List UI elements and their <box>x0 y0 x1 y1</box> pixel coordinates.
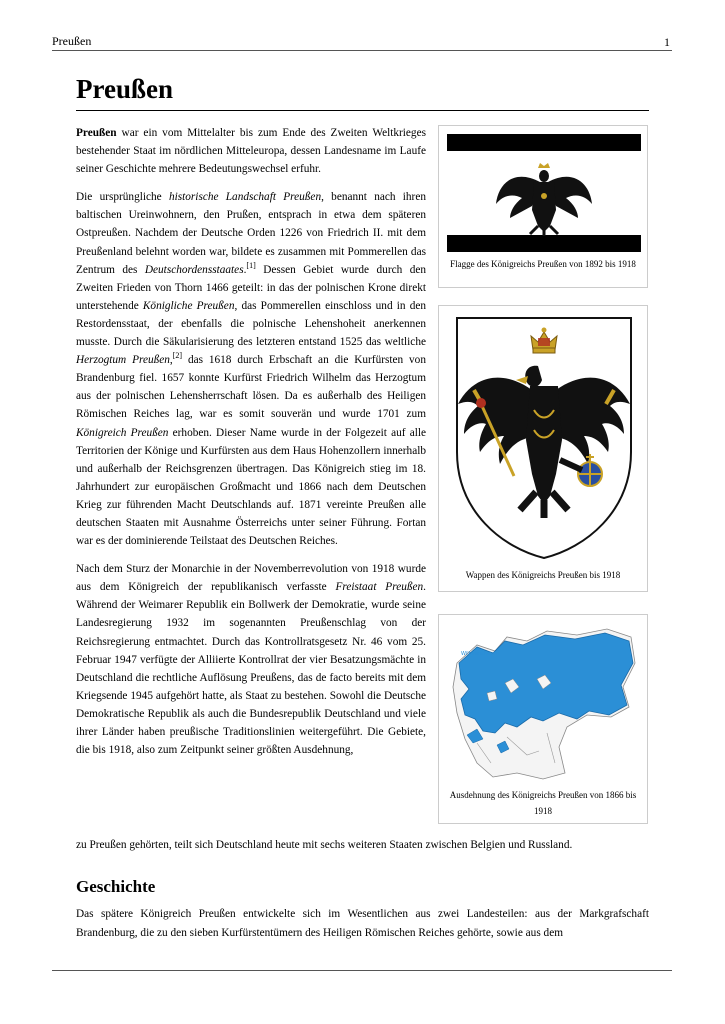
p2-text: Dessen Gebiet wurde durch den Zweiten Frieden von Thorn 1466 geteilt: in das der polnischen Krone direkt unterstehende <box>76 263 426 312</box>
p2-link-koenigliches-preussen[interactable]: Königliche Preußen <box>142 299 235 312</box>
header-rule <box>52 50 672 51</box>
p2-text: . <box>243 263 247 276</box>
footer-rule <box>52 970 672 971</box>
prussian-flag-image <box>447 134 641 252</box>
page-number: 1 <box>664 35 670 49</box>
section-title-geschichte: Geschichte <box>76 877 156 896</box>
p3-text: Nach dem Sturz der Monarchie in der Novemberrevolution von 1918 wurde aus dem Königreich der republikanisch verfasste <box>76 563 426 594</box>
map-caption: Ausdehnung des Königreichs Preußen von 1866 bis 1918 <box>449 790 637 816</box>
p3-link-freistaat-preussen[interactable]: Freistaat Preußen <box>335 581 424 594</box>
flag-figure[interactable] <box>438 125 648 288</box>
weimar-paragraph-continuation: zu Preußen gehörten, teilt sich Deutschland heute mit sechs weiteren Staaten zwischen Belgien und Russland. <box>76 839 573 851</box>
main-text-column <box>76 124 426 769</box>
p2-link-historische-landschaft[interactable]: historische Landschaft Preußen <box>168 191 322 204</box>
coat-caption: Wappen des Königreichs Preußen bis 1918 <box>465 570 621 580</box>
coat-of-arms-image <box>445 312 643 560</box>
weimar-paragraph <box>76 560 426 759</box>
article-title: Preußen <box>76 74 174 104</box>
history-paragraph <box>76 188 426 550</box>
map-figure[interactable] <box>438 614 648 824</box>
title-rule <box>76 110 649 111</box>
p2-text: , das Pommerellen einschloss und in den Restordensstaat, der ebenfalls die polnische Lehenshoheit anerkennen musste. Durch die Säkularisierung des letzteren entstand 1525 das weltliche <box>76 299 427 349</box>
coat-of-arms-figure[interactable] <box>438 305 648 592</box>
intro-paragraph <box>76 124 426 178</box>
p2-text: das 1618 durch Erbschaft an die Kurfürsten von Brandenburg fiel. 1657 konnte Kurfürst Friedrich Wilhelm das Herzogtum aus der polnischen Lehensherrschaft lösen. Da es außerhalb des Heiligen Römischen Reiches lag, war es somit souverän und wurde 1701 zum <box>76 354 426 421</box>
p2-text: erhoben. Dieser Name wurde in der Folgezeit auf alle Territorien der Könige und Kurfürsten aus dem Haus Hohenzollern innerhalb und außerhalb der Reichsgrenzen übertragen. Das Königreich stieg im 18. Jahrhundert zur europäischen Großmacht und 1866 nach dem Deutschen Krieg zur führenden Macht Deutschlands auf. 1871 vereinte Preußen alle deutschen Staaten mit Ausnahme Österreichs unter seiner Führung. Fortan war es der dominierende Teilstaat des Deutschen Reiches. <box>76 426 426 548</box>
p2-text: Die ursprüngliche <box>76 191 169 204</box>
intro-text: war ein vom Mittelalter bis zum Ende des Zweiten Weltkrieges bestehender Staat im nördlichen Mitteleuropa, dessen Landesname im Laufe seiner Geschichte mehrere Bedeutungswechsel erfuhr. <box>76 127 426 176</box>
map-label-wilhelmshaven: Wilhelmshaven <box>461 651 500 657</box>
footnote-ref-2[interactable]: [2] <box>172 351 183 361</box>
p2-text: , benannt nach ihren baltischen Ureinwohnern, den Prußen, entsprach in etwa dem späteren Ostpreußen. Nachdem der Deutsche Orden 1226 von Friedrich II. mit dem Preußenland belehnt worden war, bildete es zusammen mit Pommerellen das Zentrum des <box>76 191 426 276</box>
section-paragraph: Das spätere Königreich Preußen entwickelte sich im Wesentlichen aus zwei Landesteilen: aus der Markgrafschaft Brandenburg, die zu den sieben Kurfürstentümern des Heiligen Römischen Reiches gehörte, sowie aus dem <box>76 908 649 939</box>
p2-link-koenigreich-preussen[interactable]: Königreich Preußen <box>76 426 169 439</box>
p2-link-herzogtum-preussen[interactable]: Herzogtum Preußen <box>76 354 170 367</box>
intro-bold-term: Preußen <box>76 127 117 139</box>
flag-caption: Flagge des Königreichs Preußen von 1892 bis 1918 <box>450 259 636 269</box>
footnote-ref-1[interactable]: [1] <box>246 260 256 270</box>
p2-text: , <box>169 354 173 367</box>
p3-text: . Während der Weimarer Republik ein Bollwerk der Demokratie, wurde seine Landesregierung 1932 im sogenannten Preußenschlag von der Reichsregierung entmachtet. Durch das Kontrollratsgesetz Nr. 46 vom 25. Februar 1947 verfügte der Alliierte Kontrollrat der vier Besatzungsmächte in Deutschland die rechtliche Auflösung Preußens, das de facto bereits mit dem Kriegsende 1945 aufgehört hatte, als Staat zu bestehen. Sowohl die Deutsche Demokratische Republik als auch die Bundesrepublik Deutschland und viele ihrer Länder haben preußische Traditionslinien weitergeführt. Die Gebiete, die bis 1918, also zum Zeitpunkt seiner größten Ausdehnung, <box>76 581 426 757</box>
p2-link-deutschordensstaat[interactable]: Deutschordensstaates <box>144 263 244 276</box>
running-head: Preußen <box>52 34 92 48</box>
prussia-map-image <box>447 623 641 783</box>
